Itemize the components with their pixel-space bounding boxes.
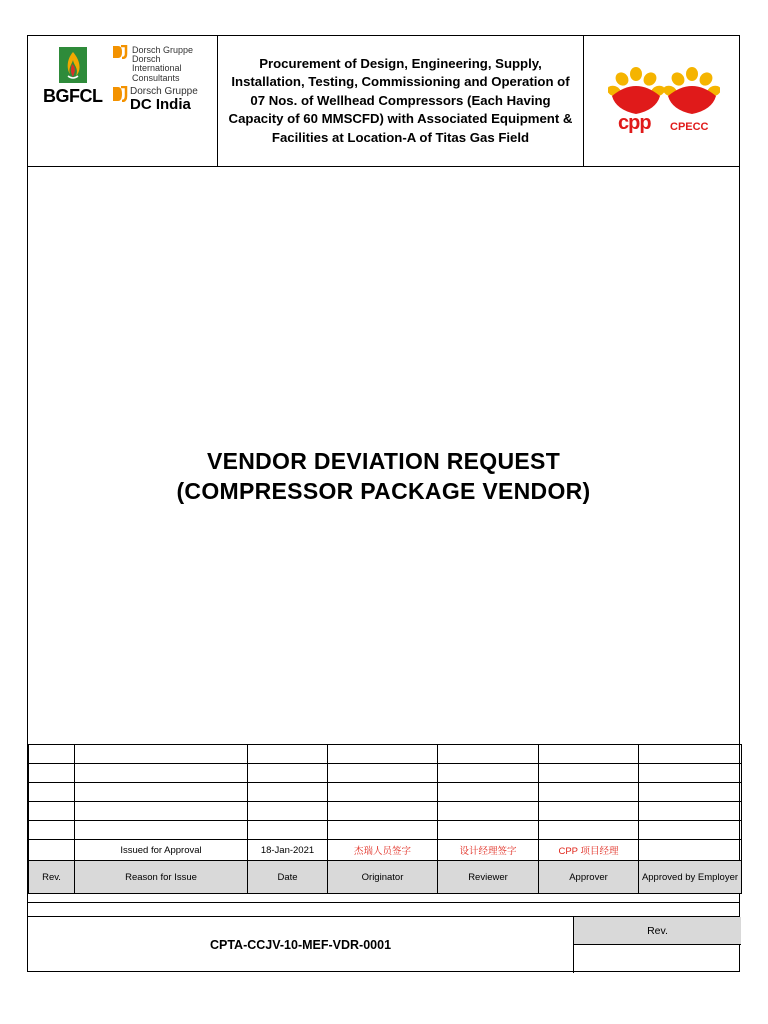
dorsch-line-3: International (132, 63, 182, 74)
dorsch-gruppe-text (132, 46, 193, 83)
cpp-shell-logo-icon (608, 66, 664, 116)
rev-label: Rev. (574, 917, 741, 945)
revision-header-row (29, 861, 742, 894)
dorsch-line-4: Consultants (132, 72, 180, 83)
project-title: Procurement of Design, Engineering, Supply, Installation, Testing, Commissioning and Operation of 07 Nos. of Wellhead Compressors (Each Having Capacity of 60 MMSCFD) with Associated Equipment & Facilities at Location-A of Titas Gas Field (228, 55, 573, 145)
header-reason: Reason for Issue (75, 861, 248, 894)
document-title-line-1: VENDOR DEVIATION REQUEST (206, 448, 561, 474)
table-row (29, 764, 742, 783)
header-rev: Rev. (29, 861, 75, 894)
header-date: Date (248, 861, 328, 894)
document-number: CPTA-CCJV-10-MEF-VDR-0001 (28, 917, 574, 973)
header-approver: Approver (539, 861, 639, 894)
dorsch-line-1: Dorsch Gruppe (132, 45, 194, 55)
document-header (28, 36, 739, 167)
table-row (29, 745, 742, 764)
cpecc-shell-logo-icon (664, 66, 720, 116)
dc-india-text (130, 86, 198, 113)
dc-india-line-2: DC India (130, 96, 191, 113)
dorsch-logo-icon (112, 45, 128, 59)
cpp-logo-text: cpp (618, 112, 651, 134)
left-logos (28, 36, 218, 166)
cpecc-logo-text: CPECC (670, 121, 709, 133)
document-footer (28, 917, 739, 973)
originator-cell: 杰瑞人员签字 (328, 840, 438, 861)
table-row (29, 802, 742, 821)
table-row (29, 783, 742, 802)
header-originator: Originator (328, 861, 438, 894)
employer-cell (639, 840, 742, 861)
rev-value (574, 945, 741, 973)
document-frame (27, 35, 740, 972)
revision-table (28, 744, 742, 894)
right-logos (584, 36, 741, 166)
reviewer-cell: 设计经理签字 (438, 840, 539, 861)
reason-cell: Issued for Approval (75, 840, 248, 861)
approver-cell: CPP 项目经理 (539, 840, 639, 861)
divider-band (28, 902, 739, 917)
bgfcl-logo-text: BGFCL (43, 86, 103, 106)
document-title (28, 446, 739, 506)
issued-revision-row (29, 840, 742, 861)
dc-india-line-1: Dorsch Gruppe (130, 86, 198, 97)
bgfcl-flame-icon (58, 46, 88, 84)
dorsch-line-2: Dorsch (132, 54, 161, 65)
rev-cell (29, 840, 75, 861)
project-title-cell (218, 36, 584, 166)
header-employer: Approved by Employer (639, 861, 742, 894)
header-reviewer: Reviewer (438, 861, 539, 894)
dc-india-logo-icon (112, 86, 128, 102)
table-row (29, 821, 742, 840)
document-title-line-2: (COMPRESSOR PACKAGE VENDOR) (176, 478, 591, 504)
date-cell: 18-Jan-2021 (248, 840, 328, 861)
